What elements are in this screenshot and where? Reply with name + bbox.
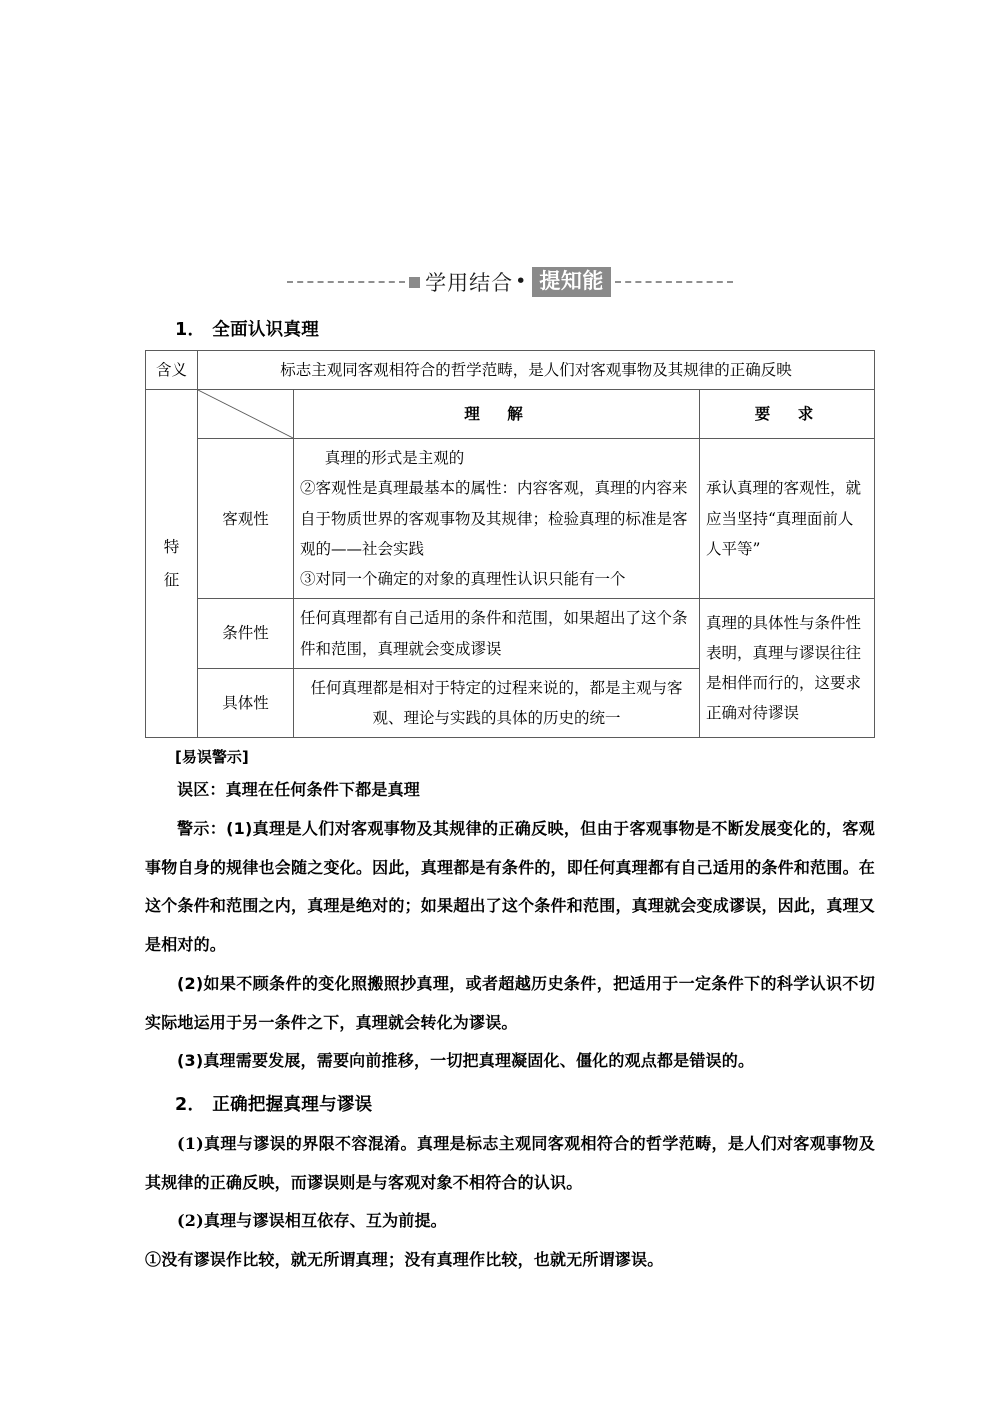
understanding-line: 任何真理都有自己适用的条件和范围，如果超出了这个条件和范围，真理就会变成谬误 bbox=[300, 609, 688, 658]
banner-badge: 提知能 bbox=[532, 267, 611, 296]
banner-separator: • bbox=[515, 270, 528, 292]
table-row bbox=[146, 599, 875, 668]
section-2-point-3: ①没有谬误作比较，就无所谓真理；没有真理作比较，也就无所谓谬误。 bbox=[145, 1250, 664, 1270]
warning-point-1: 警示：(1)真理是人们对客观事物及其规律的正确反映，但由于客观事物是不断发展变化的，客观事物自身的规律也会随之变化。因此，真理都是有条件的，即任何真理都有自己适用的条件和范围。在这个条件和范围之内，真理是绝对的；如果超出了这个条件和范围，真理就会变成谬误，因此，真理又是相对的。 bbox=[145, 818, 875, 955]
feature-label-char1: 特 bbox=[163, 538, 180, 557]
section-2-number: 2． bbox=[175, 1094, 206, 1115]
understanding-line: ③对同一个确定的对象的真理性认识只能有一个 bbox=[300, 570, 626, 589]
table-row bbox=[146, 439, 875, 599]
section-2-heading bbox=[175, 1091, 875, 1116]
section-2-point-2: (2)真理与谬误相互依存、互为前提。 bbox=[177, 1211, 447, 1231]
banner-title: 学用结合 bbox=[425, 271, 514, 295]
section-1-number: 1． bbox=[175, 320, 206, 340]
section-2-title: 正确把握真理与谬误 bbox=[212, 1094, 373, 1115]
banner-dash-left bbox=[287, 281, 405, 283]
table-row-header bbox=[146, 390, 875, 439]
understanding-line: ②客观性是真理最基本的属性：内容客观，真理的内容来自于物质世界的客观事物及其规律；检验真理的标准是客观的——社会实践 bbox=[300, 479, 688, 558]
feature-label-cell bbox=[146, 390, 198, 738]
feature-requirement: 真理的具体性与条件性表明，真理与谬误往往是相伴而行的，这要求正确对待谬误 bbox=[699, 599, 874, 738]
feature-label-char2: 征 bbox=[163, 570, 180, 589]
table-row-meaning bbox=[146, 351, 875, 390]
feature-subtitle: 条件性 bbox=[198, 599, 294, 668]
feature-understanding bbox=[294, 439, 700, 599]
warning-misconception: 误区：真理在任何条件下都是真理 bbox=[177, 780, 421, 800]
section-2-point-1: (1)真理与谬误的界限不容混淆。真理是标志主观同客观相符合的哲学范畴，是人们对客观事物及其规律的正确反映，而谬误则是与客观对象不相符合的认识。 bbox=[145, 1133, 875, 1192]
warning-point-2: (2)如果不顾条件的变化照搬照抄真理，或者超越历史条件，把适用于一定条件下的科学认识不切实际地运用于另一条件之下，真理就会转化为谬误。 bbox=[145, 973, 875, 1032]
filled-square-icon bbox=[409, 277, 420, 288]
feature-requirement: 承认真理的客观性，就应当坚持“真理面前人人平等” bbox=[699, 439, 874, 599]
diagonal-corner-cell bbox=[198, 390, 294, 439]
meaning-text: 标志主观同客观相符合的哲学范畴，是人们对客观事物及其规律的正确反映 bbox=[198, 351, 875, 390]
meaning-label: 含义 bbox=[146, 351, 198, 390]
section-1-heading bbox=[175, 316, 875, 341]
warning-label: [易误警示] bbox=[175, 748, 249, 767]
feature-understanding bbox=[294, 599, 700, 668]
banner-dash-right bbox=[615, 281, 733, 283]
understanding-line: 真理的形式是主观的 bbox=[324, 449, 465, 468]
column-header-requirement: 要 求 bbox=[699, 390, 874, 439]
warning-point-3: (3)真理需要发展，需要向前推移，一切把真理凝固化、僵化的观点都是错误的。 bbox=[177, 1051, 755, 1071]
feature-subtitle: 具体性 bbox=[198, 668, 294, 737]
diagonal-line-icon bbox=[198, 390, 293, 438]
section-1-title: 全面认识真理 bbox=[212, 320, 320, 340]
section-banner bbox=[145, 262, 875, 302]
feature-understanding bbox=[294, 668, 700, 737]
understanding-line: 任何真理都是相对于特定的过程来说的，都是主观与客观、理论与实践的具体的历史的统一 bbox=[310, 678, 683, 727]
feature-subtitle: 客观性 bbox=[198, 439, 294, 599]
page-content bbox=[145, 262, 875, 1280]
column-header-understanding: 理 解 bbox=[294, 390, 700, 439]
truth-characteristics-table bbox=[145, 350, 875, 738]
